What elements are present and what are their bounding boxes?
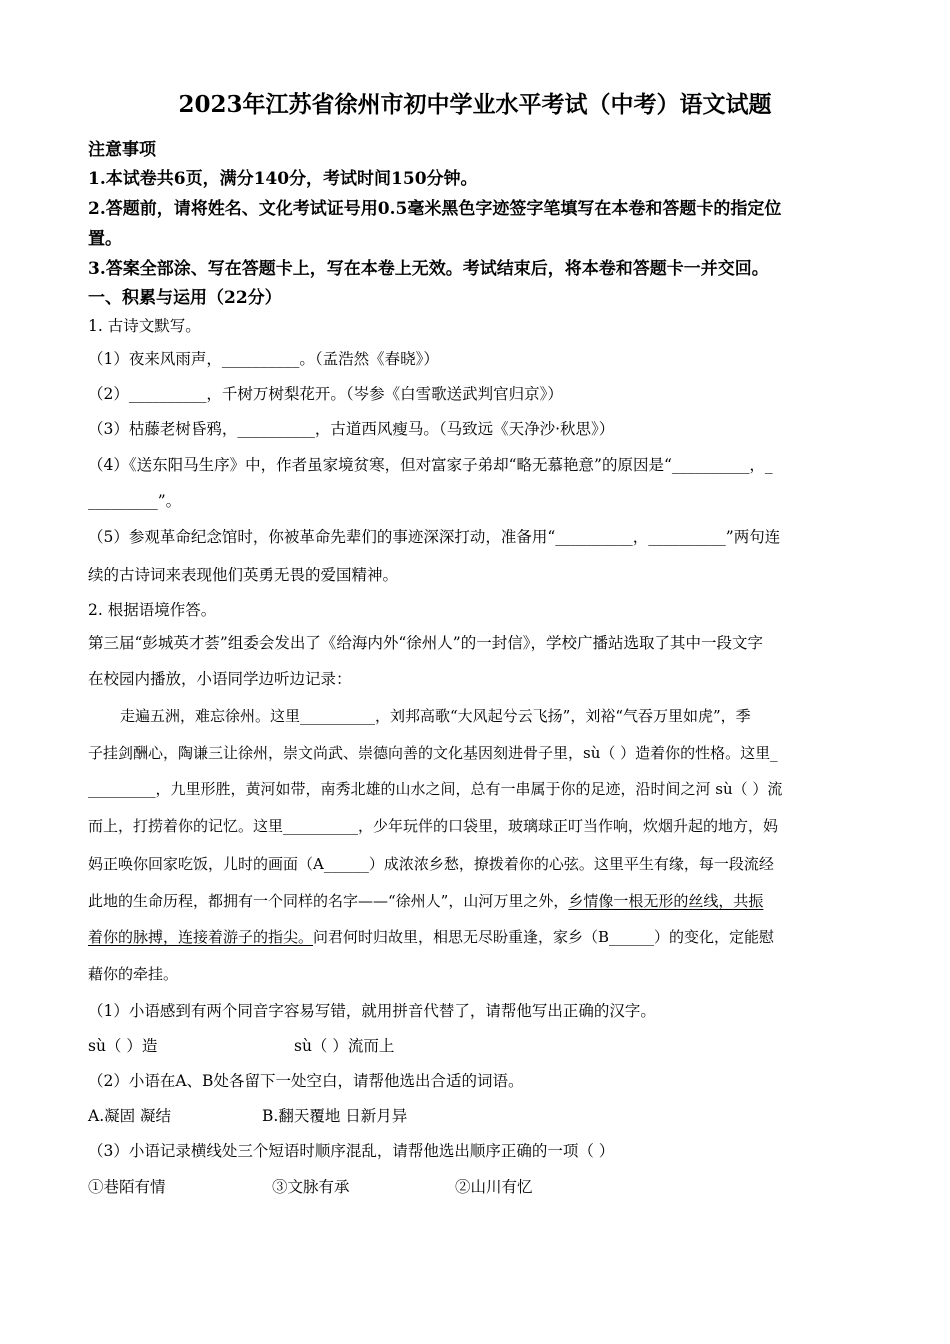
q1-stem: 1. 古诗文默写。: [88, 317, 201, 335]
q2-intro: 第三届“彭城英才荟”组委会发出了《给海内外“徐州人”的一封信》，学校广播站选取了其中一段文字: [88, 634, 763, 652]
q2-sub-1-blank-b: sù（ ）流而上: [294, 1037, 395, 1055]
passage-text: 问君何时归故里，相思无尽盼重逢，家乡（B______）的变化，定能慰: [313, 928, 775, 946]
passage-line-4: 而上，打捞着你的记忆。这里__________，少年玩伴的口袋里，玻璃球正叮当作响，炊烟升起的地方，妈: [88, 817, 779, 835]
passage-text: 此地的生命历程，都拥有一个同样的名字——“徐州人”，山河万里之外，: [88, 892, 569, 910]
q1-sub-1: （1）夜来风雨声，__________。（孟浩然《春晓》）: [88, 350, 439, 368]
q2-sub-3-option-2: ②山川有忆: [455, 1178, 533, 1196]
q2-sub-2: （2）小语在A、B处各留下一处空白，请帮他选出合适的词语。: [88, 1072, 524, 1090]
q1-sub-2: （2）__________，千树万树梨花开。（岑参《白雪歌送武判官归京》）: [88, 385, 563, 403]
notice-item-2-cont: 置。: [88, 229, 122, 249]
q2-sub-2-option-a: A.凝固 凝结: [88, 1107, 172, 1125]
q1-sub-5: （5）参观革命纪念馆时，你被革命先辈们的事迹深深打动，准备用“__________，__________”两句连: [88, 528, 781, 546]
passage-line-2: 子挂剑酬心，陶谦三让徐州，崇文尚武、崇德向善的文化基因刻进骨子里，sù（ ）造着你的性格。这里_: [88, 744, 778, 762]
underlined-sentence-cont: 着你的脉搏，连接着游子的指尖。: [88, 928, 314, 946]
page-title: 2023年江苏省徐州市初中学业水平考试（中考）语文试题: [178, 91, 772, 118]
q2-stem: 2. 根据语境作答。: [88, 601, 217, 619]
notice-item-3: 3.答案全部涂、写在答题卡上，写在本卷上无效。考试结束后，将本卷和答题卡一并交回。: [88, 259, 769, 279]
passage-line-6: [88, 890, 763, 911]
passage-line-5: 妈正唤你回家吃饭，儿时的画面（A______）成浓浓乡愁，撩拨着你的心弦。这里平生有缘，每一段流经: [88, 855, 774, 873]
passage-line-8: 藉你的牵挂。: [88, 965, 179, 983]
q1-sub-5-cont: 续的古诗词来表现他们英勇无畏的爱国精神。: [88, 566, 399, 584]
q2-sub-3: （3）小语记录横线处三个短语时顺序混乱，请帮他选出顺序正确的一项（ ）: [88, 1142, 615, 1160]
underlined-sentence: 乡情像一根无形的丝线，共振: [568, 892, 764, 910]
q2-sub-1: （1）小语感到有两个同音字容易写错，就用拼音代替了，请帮他写出正确的汉字。: [88, 1002, 656, 1020]
q1-sub-4-cont: _________”。: [88, 492, 182, 510]
q2-sub-1-blank-a: sù（ ）造: [88, 1037, 158, 1055]
passage-line-1: 走遍五洲，难忘徐州。这里__________，刘邦高歌“大风起兮云飞扬”，刘裕“气吞万里如虎”，季: [120, 707, 751, 725]
notice-item-2: 2.答题前，请将姓名、文化考试证号用0.5毫米黑色字迹签字笔填写在本卷和答题卡的指定位: [88, 199, 782, 219]
q2-sub-2-option-b: B.翻天覆地 日新月异: [262, 1107, 408, 1125]
q1-sub-4: （4）《送东阳马生序》中，作者虽家境贫寒，但对富家子弟却“略无慕艳意”的原因是“__________，_: [88, 456, 773, 474]
q2-sub-3-option-3: ③文脉有承: [272, 1178, 350, 1196]
section-heading: 一、积累与运用（22分）: [88, 288, 282, 308]
notice-item-1: 1.本试卷共6页，满分140分，考试时间150分钟。: [88, 169, 478, 189]
passage-line-3: _________，九里形胜，黄河如带，南秀北雄的山水之间，总有一串属于你的足迹，沿时间之河 sù（ ）流: [88, 780, 783, 798]
q2-sub-3-option-1: ①巷陌有情: [88, 1178, 166, 1196]
q1-sub-3: （3）枯藤老树昏鸦，__________，古道西风瘦马。（马致远《天净沙·秋思》）: [88, 420, 615, 438]
q2-intro-cont: 在校园内播放，小语同学边听边记录：: [88, 670, 352, 688]
notice-heading: 注意事项: [88, 140, 156, 160]
passage-line-7: [88, 926, 774, 947]
